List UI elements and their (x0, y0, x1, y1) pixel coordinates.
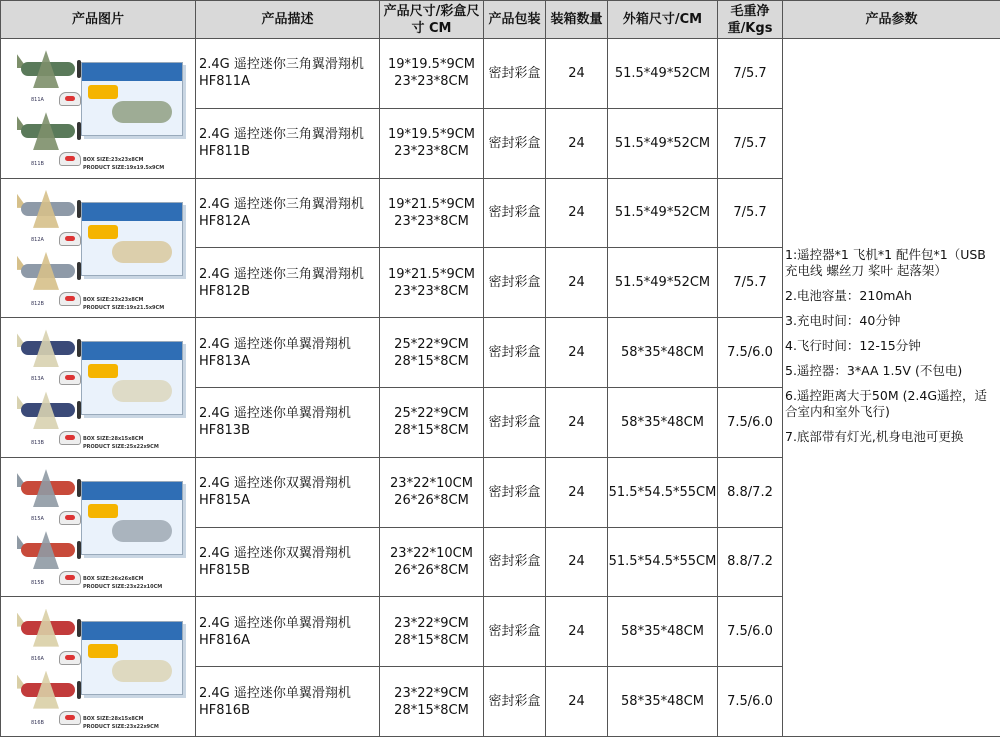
carton-cell: 51.5*49*52CM (608, 39, 718, 109)
qty-cell: 24 (546, 597, 608, 667)
model-code: HF811A (199, 73, 379, 90)
product-image (1, 40, 195, 176)
qty-cell: 24 (546, 178, 608, 248)
header-params: 产品参数 (783, 1, 1000, 39)
header-qty: 装箱数量 (546, 1, 608, 39)
model-tag-b: 816B (31, 715, 44, 732)
carton-cell: 51.5*49*52CM (608, 108, 718, 178)
remote-icon (59, 651, 81, 665)
desc-cell (196, 318, 380, 388)
header-row (1, 1, 1000, 39)
product-image (1, 459, 195, 595)
carton-cell: 51.5*49*52CM (608, 178, 718, 248)
param-item: 7.底部带有灯光,机身电池可更换 (785, 429, 998, 445)
product-size-caption: PRODUCT SIZE:23x22x10CM (83, 579, 162, 596)
weight-cell: 7/5.7 (718, 39, 783, 109)
gift-box-icon (81, 202, 183, 276)
model-code: HF816B (199, 702, 379, 719)
size-cell (380, 457, 484, 527)
model-tag-b: 813B (31, 435, 44, 452)
plane-b-icon (11, 669, 83, 711)
box-size-caption: BOX SIZE:23x23x8CM (83, 292, 143, 309)
model-tag-a: 811A (31, 92, 44, 109)
box-size: 26*26*8CM (380, 492, 483, 509)
remote-icon (59, 711, 81, 725)
desc-name: 2.4G 遥控迷你单翼滑翔机 (199, 615, 379, 632)
product-image (1, 180, 195, 316)
qty-cell: 24 (546, 387, 608, 457)
carton-cell: 58*35*48CM (608, 597, 718, 667)
weight-cell: 7/5.7 (718, 248, 783, 318)
image-cell (1, 597, 196, 737)
model-tag-a: 816A (31, 651, 44, 668)
remote-icon (59, 292, 81, 306)
carton-cell: 51.5*49*52CM (608, 248, 718, 318)
size-cell (380, 597, 484, 667)
package-cell: 密封彩盒 (484, 387, 546, 457)
weight-cell: 7.5/6.0 (718, 318, 783, 388)
header-size: 产品尺寸/彩盒尺寸 CM (380, 1, 484, 39)
plane-a-icon (11, 48, 83, 90)
remote-icon (59, 152, 81, 166)
desc-name: 2.4G 遥控迷你双翼滑翔机 (199, 545, 379, 562)
weight-cell: 7.5/6.0 (718, 667, 783, 737)
box-size: 28*15*8CM (380, 422, 483, 439)
param-item: 4.飞行时间：12-15分钟 (785, 338, 998, 354)
qty-cell: 24 (546, 667, 608, 737)
header-weight: 毛重净重/Kgs (718, 1, 783, 39)
package-cell: 密封彩盒 (484, 667, 546, 737)
desc-name: 2.4G 遥控迷你三角翼滑翔机 (199, 196, 379, 213)
package-cell: 密封彩盒 (484, 457, 546, 527)
desc-cell (196, 108, 380, 178)
package-cell: 密封彩盒 (484, 108, 546, 178)
carton-cell: 58*35*48CM (608, 318, 718, 388)
size-cell (380, 667, 484, 737)
model-code: HF815B (199, 562, 379, 579)
header-desc: 产品描述 (196, 1, 380, 39)
desc-name: 2.4G 遥控迷你三角翼滑翔机 (199, 56, 379, 73)
model-tag-b: 812B (31, 296, 44, 313)
model-code: HF812A (199, 213, 379, 230)
box-size: 28*15*8CM (380, 632, 483, 649)
param-item: 6.遥控距离大于50M (2.4G遥控，适合室内和室外飞行) (785, 388, 998, 420)
desc-name: 2.4G 遥控迷你单翼滑翔机 (199, 336, 379, 353)
product-image (1, 319, 195, 455)
carton-cell: 51.5*54.5*55CM (608, 457, 718, 527)
header-image: 产品图片 (1, 1, 196, 39)
params-cell (783, 39, 1000, 737)
carton-cell: 51.5*54.5*55CM (608, 527, 718, 597)
package-cell: 密封彩盒 (484, 318, 546, 388)
gift-box-icon (81, 341, 183, 415)
weight-cell: 7/5.7 (718, 178, 783, 248)
plane-b-icon (11, 529, 83, 571)
product-image (1, 599, 195, 735)
image-cell (1, 318, 196, 458)
package-cell: 密封彩盒 (484, 248, 546, 318)
table-body (1, 39, 1000, 737)
desc-cell (196, 387, 380, 457)
size-cell (380, 527, 484, 597)
product-size: 19*19.5*9CM (380, 56, 483, 73)
product-size: 23*22*9CM (380, 615, 483, 632)
plane-a-icon (11, 607, 83, 649)
qty-cell: 24 (546, 39, 608, 109)
weight-cell: 8.8/7.2 (718, 527, 783, 597)
weight-cell: 8.8/7.2 (718, 457, 783, 527)
model-code: HF815A (199, 492, 379, 509)
product-size-caption: PRODUCT SIZE:19x19.5x9CM (83, 160, 164, 177)
remote-icon (59, 431, 81, 445)
model-code: HF816A (199, 632, 379, 649)
box-size: 23*23*8CM (380, 213, 483, 230)
box-size-caption: BOX SIZE:28x15x8CM (83, 711, 143, 728)
desc-cell (196, 527, 380, 597)
product-size: 25*22*9CM (380, 405, 483, 422)
model-code: HF811B (199, 143, 379, 160)
size-cell (380, 387, 484, 457)
desc-name: 2.4G 遥控迷你单翼滑翔机 (199, 405, 379, 422)
box-size: 23*23*8CM (380, 73, 483, 90)
plane-a-icon (11, 327, 83, 369)
box-size-caption: BOX SIZE:28x15x8CM (83, 431, 143, 448)
param-item: 5.遥控器：3*AA 1.5V (不包电) (785, 363, 998, 379)
product-size: 19*21.5*9CM (380, 196, 483, 213)
size-cell (380, 39, 484, 109)
remote-icon (59, 371, 81, 385)
image-cell (1, 39, 196, 179)
desc-cell (196, 667, 380, 737)
desc-cell (196, 457, 380, 527)
package-cell: 密封彩盒 (484, 527, 546, 597)
size-cell (380, 318, 484, 388)
desc-name: 2.4G 遥控迷你双翼滑翔机 (199, 475, 379, 492)
package-cell: 密封彩盒 (484, 597, 546, 667)
image-cell (1, 178, 196, 318)
model-tag-b: 811B (31, 156, 44, 173)
model-tag-a: 813A (31, 371, 44, 388)
param-item: 3.充电时间：40分钟 (785, 313, 998, 329)
package-cell: 密封彩盒 (484, 178, 546, 248)
qty-cell: 24 (546, 318, 608, 388)
desc-cell (196, 248, 380, 318)
param-item: 2.电池容量：210mAh (785, 288, 998, 304)
model-code: HF813B (199, 422, 379, 439)
weight-cell: 7.5/6.0 (718, 387, 783, 457)
product-size: 23*22*9CM (380, 685, 483, 702)
qty-cell: 24 (546, 108, 608, 178)
size-cell (380, 178, 484, 248)
header-carton: 外箱尺寸/CM (608, 1, 718, 39)
param-item: 1:遥控器*1 飞机*1 配件包*1（USB充电线 螺丝刀 桨叶 起落架） (785, 247, 998, 279)
gift-box-icon (81, 481, 183, 555)
gift-box-icon (81, 62, 183, 136)
product-size-caption: PRODUCT SIZE:19x21.5x9CM (83, 300, 164, 317)
qty-cell: 24 (546, 248, 608, 318)
desc-cell (196, 39, 380, 109)
remote-icon (59, 232, 81, 246)
product-size: 23*22*10CM (380, 545, 483, 562)
product-size-caption: PRODUCT SIZE:23x22x9CM (83, 719, 159, 736)
desc-cell (196, 178, 380, 248)
product-size: 19*19.5*9CM (380, 126, 483, 143)
carton-cell: 58*35*48CM (608, 387, 718, 457)
box-size-caption: BOX SIZE:26x26x8CM (83, 571, 143, 588)
table-row (1, 39, 1000, 109)
size-cell (380, 108, 484, 178)
gift-box-icon (81, 621, 183, 695)
plane-b-icon (11, 110, 83, 152)
remote-icon (59, 92, 81, 106)
plane-b-icon (11, 389, 83, 431)
box-size: 23*23*8CM (380, 143, 483, 160)
plane-a-icon (11, 467, 83, 509)
weight-cell: 7/5.7 (718, 108, 783, 178)
desc-name: 2.4G 遥控迷你三角翼滑翔机 (199, 266, 379, 283)
desc-name: 2.4G 遥控迷你三角翼滑翔机 (199, 126, 379, 143)
box-size: 28*15*8CM (380, 702, 483, 719)
desc-cell (196, 597, 380, 667)
model-tag-b: 815B (31, 575, 44, 592)
carton-cell: 58*35*48CM (608, 667, 718, 737)
qty-cell: 24 (546, 457, 608, 527)
weight-cell: 7.5/6.0 (718, 597, 783, 667)
box-size: 23*23*8CM (380, 283, 483, 300)
qty-cell: 24 (546, 527, 608, 597)
remote-icon (59, 511, 81, 525)
product-size: 19*21.5*9CM (380, 266, 483, 283)
plane-b-icon (11, 250, 83, 292)
model-code: HF812B (199, 283, 379, 300)
model-code: HF813A (199, 353, 379, 370)
desc-name: 2.4G 遥控迷你单翼滑翔机 (199, 685, 379, 702)
size-cell (380, 248, 484, 318)
box-size: 26*26*8CM (380, 562, 483, 579)
product-size: 25*22*9CM (380, 336, 483, 353)
model-tag-a: 812A (31, 232, 44, 249)
remote-icon (59, 571, 81, 585)
header-package: 产品包装 (484, 1, 546, 39)
product-size-caption: PRODUCT SIZE:25x22x9CM (83, 439, 159, 456)
model-tag-a: 815A (31, 511, 44, 528)
plane-a-icon (11, 188, 83, 230)
image-cell (1, 457, 196, 597)
box-size-caption: BOX SIZE:23x23x8CM (83, 152, 143, 169)
product-size: 23*22*10CM (380, 475, 483, 492)
box-size: 28*15*8CM (380, 353, 483, 370)
package-cell: 密封彩盒 (484, 39, 546, 109)
